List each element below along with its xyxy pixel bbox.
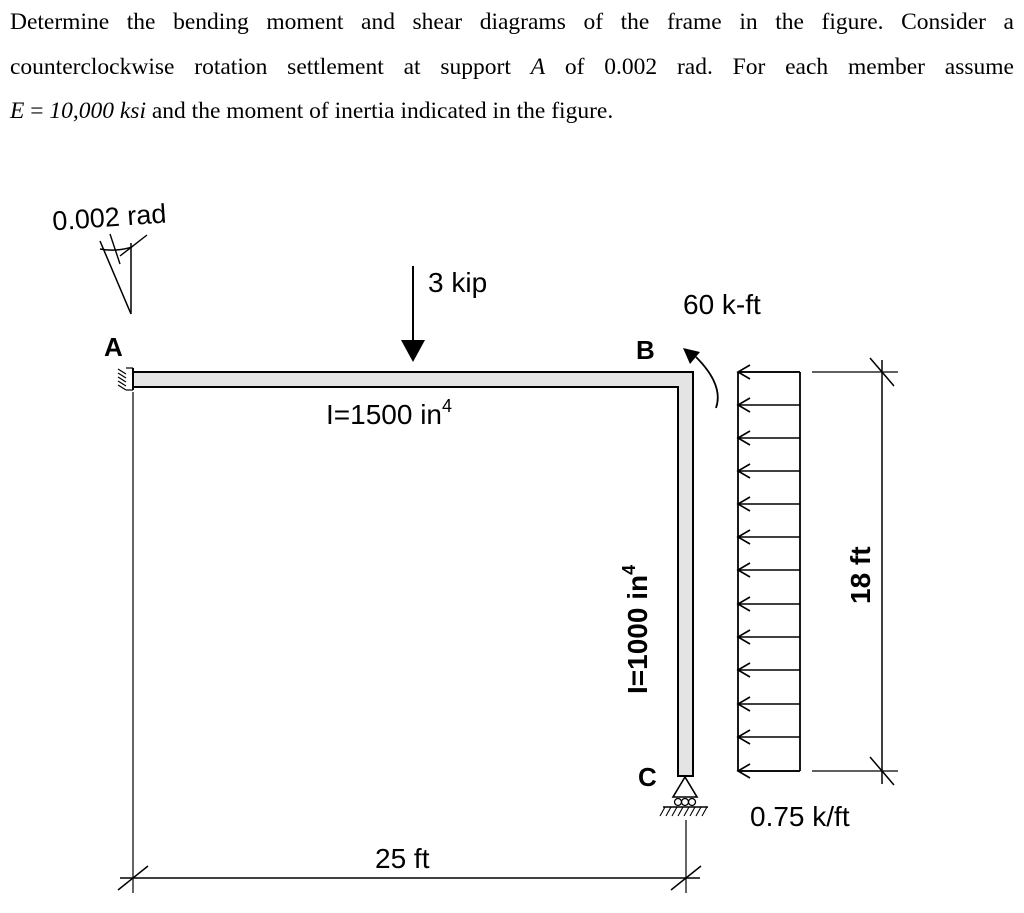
point-load-arrow xyxy=(401,266,425,362)
modulus-value: 10,000 ksi xyxy=(49,98,146,124)
modulus-symbol: E xyxy=(10,98,25,124)
beam-inertia-text: I=1500 in xyxy=(326,399,442,430)
rotation-tick-1 xyxy=(110,234,120,264)
node-a-label: A xyxy=(104,332,123,362)
span-dimension xyxy=(118,392,701,893)
distributed-load-label: 0.75 k/ft xyxy=(750,801,850,832)
roller-support-c-icon xyxy=(660,777,708,816)
problem-line-2-text-b: of 0.002 rad. For each member assume xyxy=(545,53,1014,80)
height-label: 18 ft xyxy=(845,546,876,604)
beam-inertia-exponent: 4 xyxy=(442,396,453,416)
span-label: 25 ft xyxy=(375,843,430,874)
column-inertia-text: I=1000 in xyxy=(622,574,653,694)
fixed-support-a-icon xyxy=(118,368,133,390)
node-c-label: C xyxy=(638,762,657,792)
rotation-indicator xyxy=(100,234,147,314)
problem-line-3-text: and the moment of inertia indicated in the figure. xyxy=(145,98,614,124)
distributed-load xyxy=(738,365,800,778)
beam-inertia-label xyxy=(326,396,452,430)
node-b-label: B xyxy=(636,335,655,365)
point-load-label: 3 kip xyxy=(428,267,488,298)
moment-label: 60 k-ft xyxy=(683,289,761,320)
column-inertia-exponent: 4 xyxy=(619,564,639,575)
column-inertia-label xyxy=(619,565,653,694)
frame-members xyxy=(133,372,693,776)
rotation-tick-2 xyxy=(120,235,147,256)
equals-sign: = xyxy=(24,98,50,124)
support-a-italic: A xyxy=(530,53,546,80)
problem-line-2-text-a: counterclockwise rotation settlement at support xyxy=(10,53,531,80)
problem-line-1-text: Determine the bending moment and shear diagrams of the frame in the figure. Consider a xyxy=(10,9,1014,35)
rotation-label: 0.002 rad xyxy=(51,198,168,237)
